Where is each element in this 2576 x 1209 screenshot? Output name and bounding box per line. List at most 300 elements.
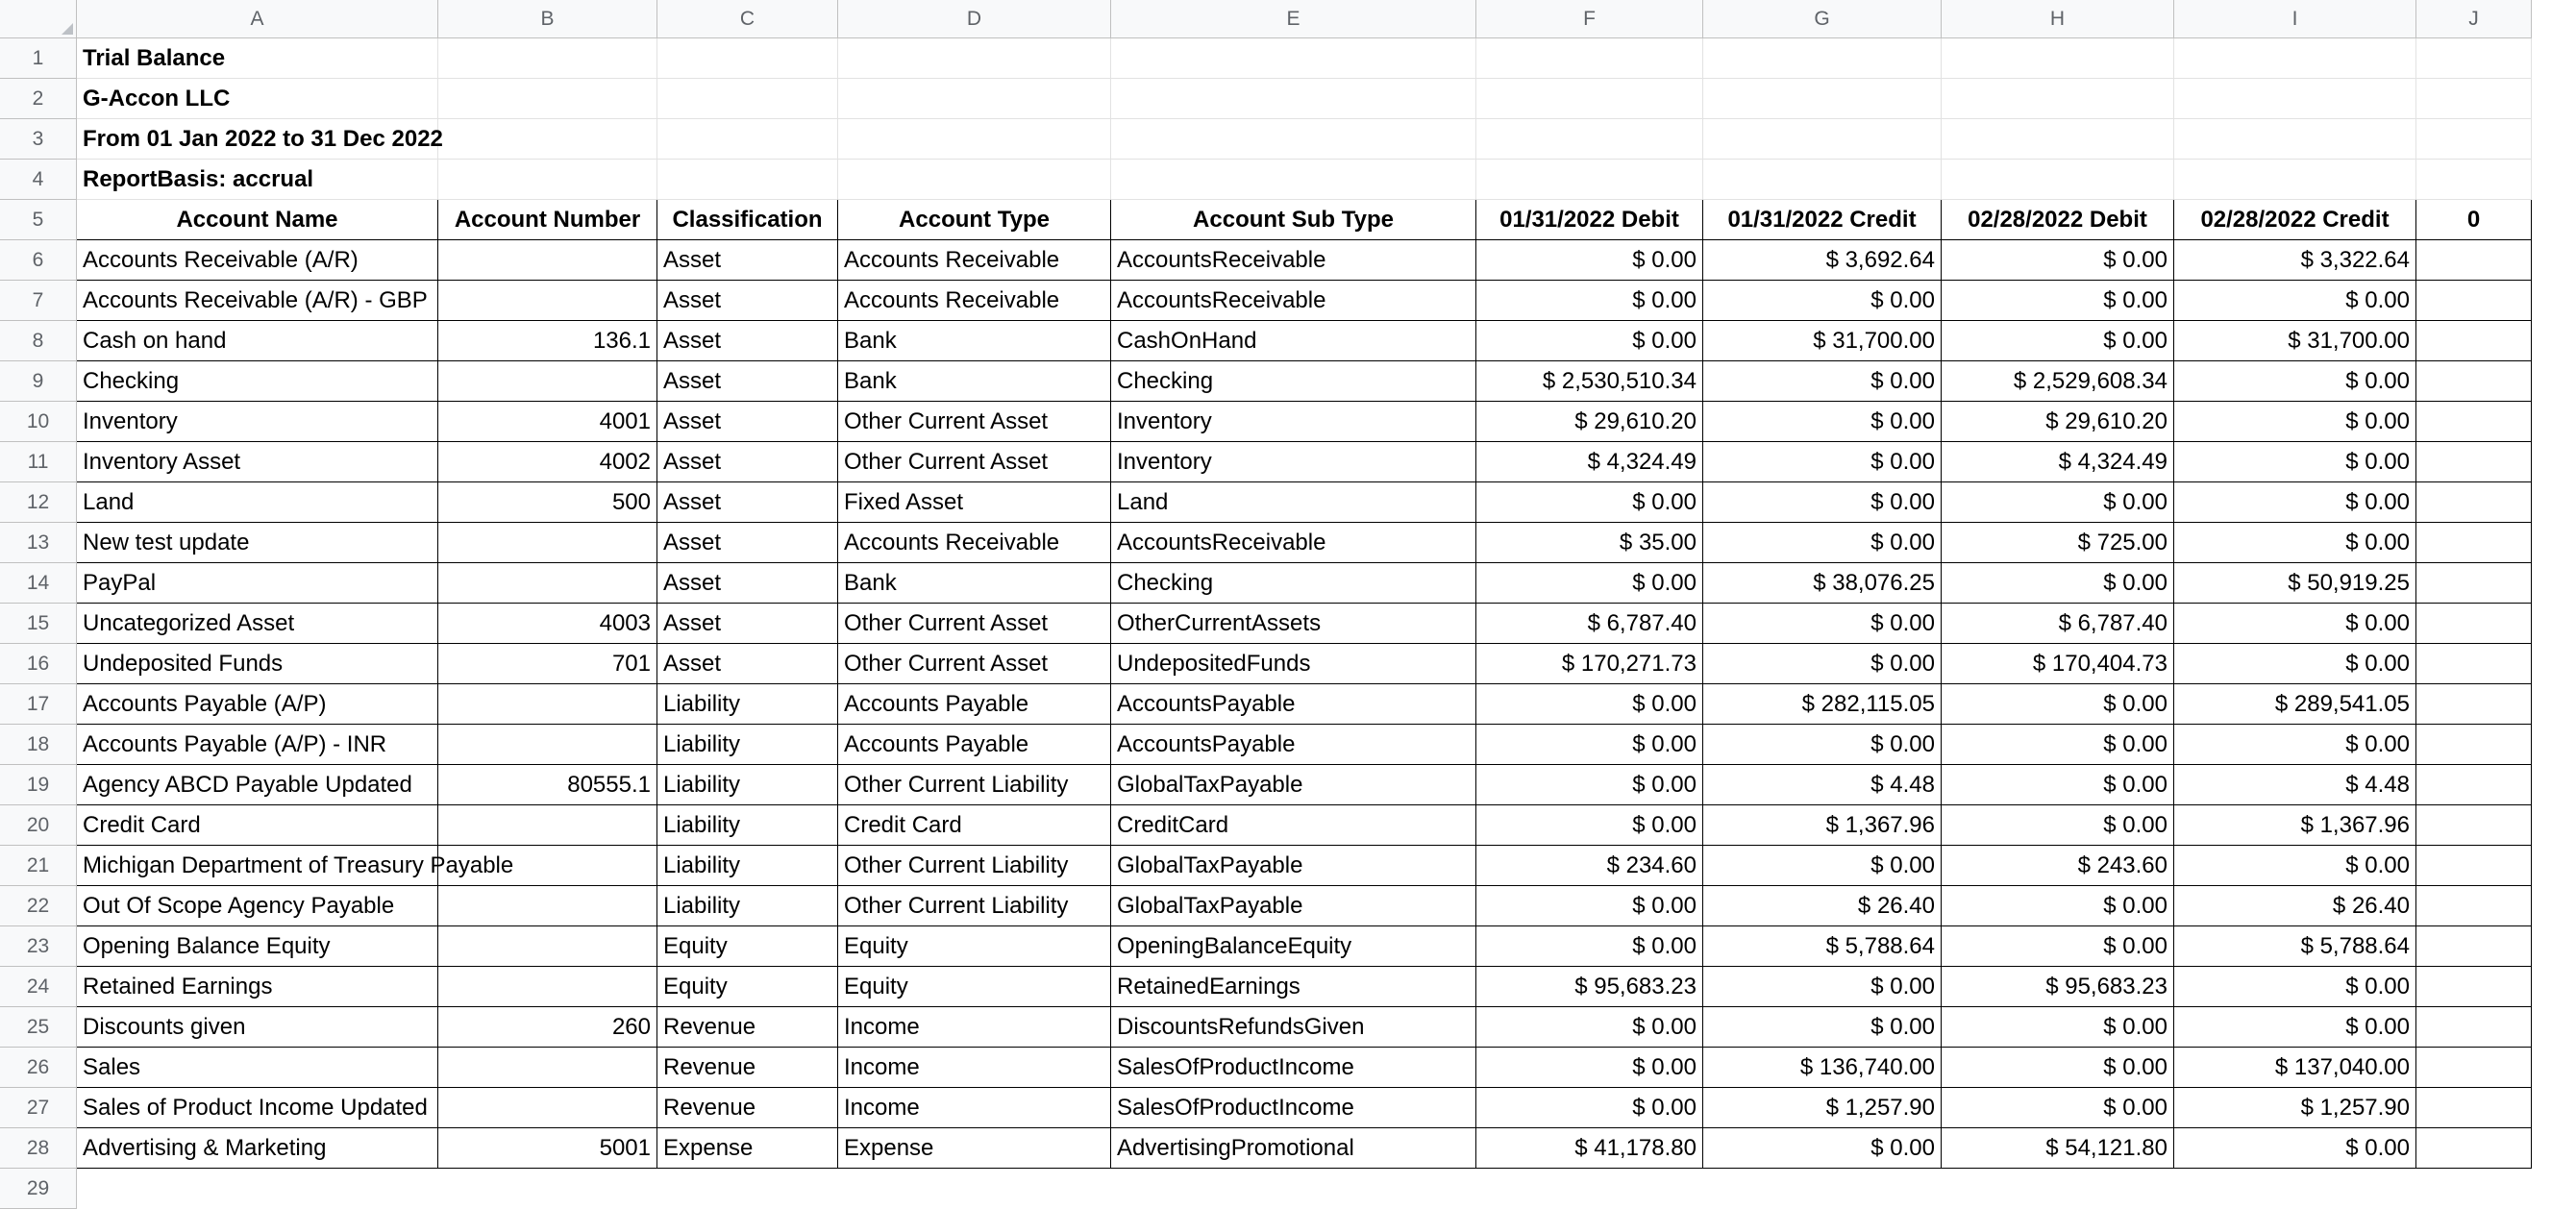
cell-f1[interactable] [1476,38,1703,79]
table-cell[interactable]: $ 95,683.23 [1942,967,2174,1007]
row-header-1[interactable]: 1 [0,38,77,79]
table-cell[interactable]: Sales of Product Income Updated [77,1088,438,1128]
table-cell[interactable]: Other Current Asset [838,402,1111,442]
cell-d2[interactable] [838,79,1111,119]
row-header-23[interactable]: 23 [0,926,77,967]
table-cell[interactable]: Bank [838,361,1111,402]
table-cell[interactable]: $ 0.00 [1476,321,1703,361]
cell-c3[interactable] [657,119,838,160]
table-cell[interactable]: $ 0.00 [1476,926,1703,967]
table-cell[interactable]: Other Current Liability [838,846,1111,886]
cell-f4[interactable] [1476,160,1703,200]
table-cell[interactable]: 500 [438,482,657,523]
row-header-20[interactable]: 20 [0,805,77,846]
table-cell[interactable]: Opening Balance Equity [77,926,438,967]
table-cell[interactable]: $ 0.00 [2174,644,2416,684]
table-cell[interactable]: Retained Earnings [77,967,438,1007]
table-cell[interactable]: $ 0.00 [1703,442,1942,482]
table-cell[interactable]: $ 0.00 [1476,563,1703,604]
table-cell[interactable] [438,725,657,765]
table-cell[interactable] [2416,725,2532,765]
row-header-15[interactable]: 15 [0,604,77,644]
table-cell[interactable]: Sales [77,1048,438,1088]
table-cell[interactable]: $ 0.00 [1703,1128,1942,1169]
table-cell[interactable]: $ 0.00 [1703,1007,1942,1048]
table-cell[interactable]: 701 [438,644,657,684]
table-cell[interactable]: $ 0.00 [1703,402,1942,442]
table-cell[interactable]: AccountsPayable [1111,725,1476,765]
table-cell[interactable]: $ 0.00 [1476,482,1703,523]
table-cell[interactable]: GlobalTaxPayable [1111,765,1476,805]
table-cell[interactable] [438,523,657,563]
table-header-j[interactable]: 0 [2416,200,2532,240]
table-cell[interactable]: $ 0.00 [1476,886,1703,926]
row-header-14[interactable]: 14 [0,563,77,604]
row-header-4[interactable]: 4 [0,160,77,200]
table-cell[interactable]: $ 0.00 [2174,482,2416,523]
table-cell[interactable]: $ 0.00 [1942,1048,2174,1088]
table-cell[interactable]: $ 0.00 [1942,1088,2174,1128]
table-cell[interactable]: Credit Card [77,805,438,846]
select-all-corner[interactable] [0,0,77,38]
row-header-5[interactable]: 5 [0,200,77,240]
row-header-13[interactable]: 13 [0,523,77,563]
table-cell[interactable]: Bank [838,563,1111,604]
table-cell[interactable] [2416,886,2532,926]
table-cell[interactable] [438,1088,657,1128]
table-cell[interactable]: Accounts Payable [838,725,1111,765]
table-cell[interactable]: $ 4,324.49 [1942,442,2174,482]
table-cell[interactable]: Accounts Receivable [838,240,1111,281]
report-company[interactable]: G-Accon LLC [77,79,438,119]
table-cell[interactable] [2416,684,2532,725]
table-cell[interactable]: $ 234.60 [1476,846,1703,886]
table-cell[interactable] [2416,1088,2532,1128]
table-cell[interactable] [2416,805,2532,846]
table-cell[interactable] [2416,1048,2532,1088]
table-cell[interactable]: $ 2,530,510.34 [1476,361,1703,402]
row-header-6[interactable]: 6 [0,240,77,281]
table-cell[interactable]: GlobalTaxPayable [1111,886,1476,926]
table-cell[interactable]: $ 137,040.00 [2174,1048,2416,1088]
table-cell[interactable]: Other Current Liability [838,886,1111,926]
table-cell[interactable]: SalesOfProductIncome [1111,1088,1476,1128]
cell-i2[interactable] [2174,79,2416,119]
table-cell[interactable]: Asset [657,361,838,402]
table-cell[interactable]: Asset [657,644,838,684]
table-cell[interactable]: AdvertisingPromotional [1111,1128,1476,1169]
table-cell[interactable]: Income [838,1088,1111,1128]
table-cell[interactable]: 4002 [438,442,657,482]
table-cell[interactable]: Agency ABCD Payable Updated [77,765,438,805]
table-cell[interactable]: CreditCard [1111,805,1476,846]
table-cell[interactable]: $ 0.00 [2174,1128,2416,1169]
table-cell[interactable]: Accounts Receivable [838,523,1111,563]
table-cell[interactable]: Asset [657,523,838,563]
table-cell[interactable]: Liability [657,846,838,886]
table-cell[interactable] [438,684,657,725]
table-cell[interactable]: 4001 [438,402,657,442]
table-cell[interactable]: $ 0.00 [1942,240,2174,281]
table-cell[interactable]: $ 0.00 [1476,281,1703,321]
table-cell[interactable]: AccountsReceivable [1111,523,1476,563]
table-cell[interactable]: Equity [657,967,838,1007]
row-header-2[interactable]: 2 [0,79,77,119]
table-cell[interactable] [438,926,657,967]
table-cell[interactable]: Liability [657,886,838,926]
table-cell[interactable]: Asset [657,321,838,361]
table-cell[interactable] [2416,361,2532,402]
table-header-h[interactable]: 02/28/2022 Debit [1942,200,2174,240]
table-cell[interactable]: $ 29,610.20 [1476,402,1703,442]
table-cell[interactable]: Accounts Receivable (A/R) [77,240,438,281]
cell-f3[interactable] [1476,119,1703,160]
table-cell[interactable] [438,967,657,1007]
table-cell[interactable]: $ 0.00 [1942,725,2174,765]
table-cell[interactable] [2416,846,2532,886]
cell-h3[interactable] [1942,119,2174,160]
table-cell[interactable] [2416,523,2532,563]
table-cell[interactable]: $ 2,529,608.34 [1942,361,2174,402]
table-cell[interactable]: $ 1,367.96 [1703,805,1942,846]
table-cell[interactable]: $ 0.00 [2174,967,2416,1007]
cell-b2[interactable] [438,79,657,119]
table-cell[interactable]: $ 0.00 [1476,725,1703,765]
table-cell[interactable]: $ 0.00 [1703,281,1942,321]
table-cell[interactable] [438,281,657,321]
table-cell[interactable] [2416,967,2532,1007]
column-header-b[interactable]: B [438,0,657,38]
table-header-g[interactable]: 01/31/2022 Credit [1703,200,1942,240]
table-cell[interactable]: PayPal [77,563,438,604]
table-cell[interactable] [2416,1128,2532,1169]
table-cell[interactable]: OpeningBalanceEquity [1111,926,1476,967]
table-cell[interactable]: Expense [657,1128,838,1169]
table-cell[interactable]: $ 50,919.25 [2174,563,2416,604]
table-cell[interactable]: $ 0.00 [1703,482,1942,523]
cell-i4[interactable] [2174,160,2416,200]
table-cell[interactable]: $ 5,788.64 [2174,926,2416,967]
table-cell[interactable]: Revenue [657,1048,838,1088]
table-cell[interactable]: $ 0.00 [1942,765,2174,805]
row-header-16[interactable]: 16 [0,644,77,684]
cell-d3[interactable] [838,119,1111,160]
cell-e3[interactable] [1111,119,1476,160]
table-cell[interactable]: New test update [77,523,438,563]
table-cell[interactable]: Revenue [657,1088,838,1128]
table-cell[interactable]: $ 282,115.05 [1703,684,1942,725]
table-cell[interactable]: $ 0.00 [2174,281,2416,321]
table-cell[interactable]: Michigan Department of Treasury Payable [77,846,438,886]
table-cell[interactable]: $ 1,257.90 [1703,1088,1942,1128]
table-cell[interactable]: 80555.1 [438,765,657,805]
table-cell[interactable] [438,886,657,926]
table-header-d[interactable]: Account Type [838,200,1111,240]
row-header-11[interactable]: 11 [0,442,77,482]
table-header-e[interactable]: Account Sub Type [1111,200,1476,240]
table-cell[interactable]: $ 0.00 [1942,563,2174,604]
table-cell[interactable]: $ 0.00 [1942,926,2174,967]
table-cell[interactable]: $ 31,700.00 [2174,321,2416,361]
table-cell[interactable]: Inventory Asset [77,442,438,482]
table-header-f[interactable]: 01/31/2022 Debit [1476,200,1703,240]
table-cell[interactable]: $ 0.00 [1476,765,1703,805]
table-cell[interactable] [438,1048,657,1088]
table-cell[interactable]: Accounts Payable [838,684,1111,725]
row-header-28[interactable]: 28 [0,1128,77,1169]
table-cell[interactable]: Liability [657,684,838,725]
row-header-12[interactable]: 12 [0,482,77,523]
row-header-19[interactable]: 19 [0,765,77,805]
cell-g2[interactable] [1703,79,1942,119]
table-cell[interactable]: $ 725.00 [1942,523,2174,563]
table-cell[interactable]: AccountsReceivable [1111,240,1476,281]
table-cell[interactable]: $ 26.40 [2174,886,2416,926]
cell-j4[interactable] [2416,160,2532,200]
table-cell[interactable]: Equity [838,967,1111,1007]
table-cell[interactable]: Equity [838,926,1111,967]
table-cell[interactable]: Accounts Receivable [838,281,1111,321]
table-cell[interactable]: $ 1,367.96 [2174,805,2416,846]
table-cell[interactable]: $ 3,322.64 [2174,240,2416,281]
column-header-f[interactable]: F [1476,0,1703,38]
column-header-h[interactable]: H [1942,0,2174,38]
table-cell[interactable]: $ 0.00 [1942,281,2174,321]
table-cell[interactable]: Other Current Asset [838,604,1111,644]
report-basis[interactable]: ReportBasis: accrual [77,160,438,200]
table-cell[interactable] [438,563,657,604]
table-cell[interactable] [438,361,657,402]
cell-d4[interactable] [838,160,1111,200]
table-cell[interactable]: $ 95,683.23 [1476,967,1703,1007]
cell-e2[interactable] [1111,79,1476,119]
table-cell[interactable]: $ 41,178.80 [1476,1128,1703,1169]
table-cell[interactable]: $ 6,787.40 [1476,604,1703,644]
table-cell[interactable]: Advertising & Marketing [77,1128,438,1169]
cell-d1[interactable] [838,38,1111,79]
table-cell[interactable]: $ 0.00 [1703,644,1942,684]
cell-j2[interactable] [2416,79,2532,119]
table-cell[interactable]: $ 0.00 [1703,725,1942,765]
table-cell[interactable]: Accounts Receivable (A/R) - GBP [77,281,438,321]
table-cell[interactable]: $ 0.00 [1703,361,1942,402]
table-cell[interactable]: $ 0.00 [1942,321,2174,361]
table-cell[interactable]: 5001 [438,1128,657,1169]
column-header-i[interactable]: I [2174,0,2416,38]
table-cell[interactable]: $ 170,404.73 [1942,644,2174,684]
table-cell[interactable]: Checking [1111,361,1476,402]
table-cell[interactable]: $ 0.00 [1476,1048,1703,1088]
table-cell[interactable] [2416,765,2532,805]
table-cell[interactable]: Inventory [77,402,438,442]
table-cell[interactable]: $ 0.00 [1476,805,1703,846]
table-cell[interactable]: 4003 [438,604,657,644]
table-cell[interactable]: $ 4.48 [2174,765,2416,805]
table-cell[interactable]: OtherCurrentAssets [1111,604,1476,644]
cell-c2[interactable] [657,79,838,119]
table-cell[interactable]: $ 38,076.25 [1703,563,1942,604]
table-header-i[interactable]: 02/28/2022 Credit [2174,200,2416,240]
table-cell[interactable]: Accounts Payable (A/P) - INR [77,725,438,765]
table-cell[interactable]: $ 0.00 [1476,240,1703,281]
table-header-c[interactable]: Classification [657,200,838,240]
table-cell[interactable]: $ 0.00 [1942,805,2174,846]
table-cell[interactable]: Asset [657,281,838,321]
table-cell[interactable] [2416,604,2532,644]
cell-j1[interactable] [2416,38,2532,79]
cell-e1[interactable] [1111,38,1476,79]
cell-h4[interactable] [1942,160,2174,200]
table-cell[interactable]: $ 31,700.00 [1703,321,1942,361]
column-header-c[interactable]: C [657,0,838,38]
table-cell[interactable]: $ 0.00 [1476,684,1703,725]
cell-g3[interactable] [1703,119,1942,160]
table-cell[interactable] [438,240,657,281]
cell-i3[interactable] [2174,119,2416,160]
table-header-a[interactable]: Account Name [77,200,438,240]
table-cell[interactable]: $ 0.00 [1942,1007,2174,1048]
table-cell[interactable] [2416,926,2532,967]
row-header-18[interactable]: 18 [0,725,77,765]
table-cell[interactable]: $ 0.00 [1942,482,2174,523]
table-cell[interactable]: Equity [657,926,838,967]
cell-b1[interactable] [438,38,657,79]
column-header-d[interactable]: D [838,0,1111,38]
cell-h2[interactable] [1942,79,2174,119]
cell-g4[interactable] [1703,160,1942,200]
table-cell[interactable]: GlobalTaxPayable [1111,846,1476,886]
report-period[interactable]: From 01 Jan 2022 to 31 Dec 2022 [77,119,438,160]
table-cell[interactable]: RetainedEarnings [1111,967,1476,1007]
table-cell[interactable]: $ 0.00 [2174,725,2416,765]
table-cell[interactable]: Expense [838,1128,1111,1169]
row-header-7[interactable]: 7 [0,281,77,321]
cell-c4[interactable] [657,160,838,200]
table-cell[interactable]: $ 3,692.64 [1703,240,1942,281]
cell-e4[interactable] [1111,160,1476,200]
table-cell[interactable]: Undeposited Funds [77,644,438,684]
table-cell[interactable] [2416,442,2532,482]
table-cell[interactable]: Credit Card [838,805,1111,846]
row-header-22[interactable]: 22 [0,886,77,926]
table-cell[interactable]: Inventory [1111,442,1476,482]
table-cell[interactable] [438,805,657,846]
row-header-8[interactable]: 8 [0,321,77,361]
table-cell[interactable]: $ 0.00 [1703,604,1942,644]
table-cell[interactable]: Income [838,1007,1111,1048]
row-header-24[interactable]: 24 [0,967,77,1007]
table-cell[interactable]: $ 0.00 [1703,846,1942,886]
table-cell[interactable]: Liability [657,725,838,765]
table-cell[interactable]: SalesOfProductIncome [1111,1048,1476,1088]
cell-j3[interactable] [2416,119,2532,160]
table-cell[interactable]: CashOnHand [1111,321,1476,361]
table-cell[interactable]: $ 0.00 [1476,1088,1703,1128]
table-cell[interactable]: $ 0.00 [2174,846,2416,886]
table-cell[interactable]: 136.1 [438,321,657,361]
table-cell[interactable] [2416,1007,2532,1048]
table-cell[interactable]: Income [838,1048,1111,1088]
table-cell[interactable]: Out Of Scope Agency Payable [77,886,438,926]
table-cell[interactable]: 260 [438,1007,657,1048]
cell-b4[interactable] [438,160,657,200]
table-cell[interactable]: Checking [1111,563,1476,604]
table-cell[interactable]: Land [77,482,438,523]
cell-i1[interactable] [2174,38,2416,79]
table-cell[interactable]: Liability [657,765,838,805]
table-cell[interactable]: Bank [838,321,1111,361]
table-cell[interactable]: $ 0.00 [1476,1007,1703,1048]
row-header-21[interactable]: 21 [0,846,77,886]
table-cell[interactable]: Fixed Asset [838,482,1111,523]
table-cell[interactable]: Liability [657,805,838,846]
table-cell[interactable]: Other Current Asset [838,644,1111,684]
table-cell[interactable]: Other Current Asset [838,442,1111,482]
table-cell[interactable]: $ 0.00 [2174,402,2416,442]
table-cell[interactable]: $ 0.00 [2174,1007,2416,1048]
table-cell[interactable]: $ 4.48 [1703,765,1942,805]
table-cell[interactable]: $ 0.00 [1942,684,2174,725]
table-cell[interactable]: $ 26.40 [1703,886,1942,926]
cell-b3[interactable] [438,119,657,160]
table-cell[interactable]: $ 0.00 [1703,523,1942,563]
table-cell[interactable]: Asset [657,563,838,604]
table-cell[interactable]: $ 136,740.00 [1703,1048,1942,1088]
cell-g1[interactable] [1703,38,1942,79]
table-cell[interactable]: UndepositedFunds [1111,644,1476,684]
table-cell[interactable]: $ 0.00 [1942,886,2174,926]
row-header-29[interactable]: 29 [0,1169,77,1209]
table-cell[interactable]: $ 170,271.73 [1476,644,1703,684]
table-cell[interactable] [2416,563,2532,604]
row-header-25[interactable]: 25 [0,1007,77,1048]
table-cell[interactable] [2416,321,2532,361]
table-cell[interactable]: Asset [657,240,838,281]
table-cell[interactable]: Inventory [1111,402,1476,442]
table-cell[interactable] [2416,482,2532,523]
row-header-26[interactable]: 26 [0,1048,77,1088]
report-title[interactable]: Trial Balance [77,38,438,79]
table-cell[interactable]: $ 0.00 [2174,604,2416,644]
table-cell[interactable]: $ 35.00 [1476,523,1703,563]
table-cell[interactable]: $ 29,610.20 [1942,402,2174,442]
table-cell[interactable]: $ 0.00 [2174,361,2416,402]
table-cell[interactable]: Asset [657,402,838,442]
cell-f2[interactable] [1476,79,1703,119]
table-cell[interactable]: Land [1111,482,1476,523]
column-header-j[interactable]: J [2416,0,2532,38]
table-cell[interactable]: $ 54,121.80 [1942,1128,2174,1169]
table-cell[interactable] [2416,402,2532,442]
table-cell[interactable] [2416,644,2532,684]
table-cell[interactable]: Other Current Liability [838,765,1111,805]
column-header-g[interactable]: G [1703,0,1942,38]
table-header-b[interactable]: Account Number [438,200,657,240]
table-cell[interactable]: $ 5,788.64 [1703,926,1942,967]
table-cell[interactable]: $ 0.00 [1703,967,1942,1007]
table-cell[interactable]: $ 1,257.90 [2174,1088,2416,1128]
table-cell[interactable] [2416,281,2532,321]
cell-h1[interactable] [1942,38,2174,79]
table-cell[interactable]: $ 243.60 [1942,846,2174,886]
column-header-a[interactable]: A [77,0,438,38]
row-header-3[interactable]: 3 [0,119,77,160]
table-cell[interactable]: Accounts Payable (A/P) [77,684,438,725]
table-cell[interactable]: Asset [657,604,838,644]
row-header-17[interactable]: 17 [0,684,77,725]
row-header-27[interactable]: 27 [0,1088,77,1128]
table-cell[interactable]: Asset [657,442,838,482]
